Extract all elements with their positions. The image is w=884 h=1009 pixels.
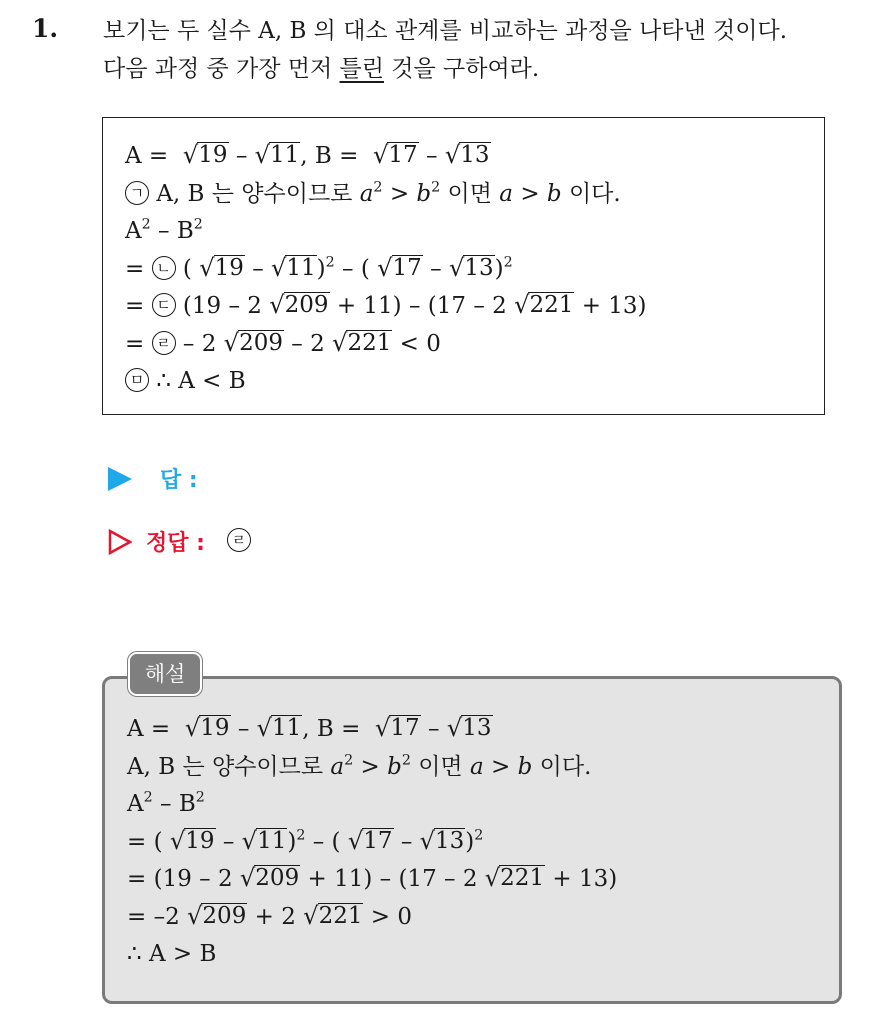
radical-sign: √ (223, 328, 240, 357)
answer-label: 답 : (160, 468, 198, 493)
step-marker: ㄴ (152, 256, 176, 280)
sqrt (445, 142, 491, 167)
exp: 2 (344, 752, 354, 769)
text: + 11) – (17 – 2 (336, 293, 507, 319)
text: ) (316, 255, 326, 282)
given-box (102, 117, 825, 415)
radical-sign: √ (241, 826, 258, 855)
text: (19 – 2 (153, 866, 233, 892)
radical-sign: √ (303, 901, 319, 930)
given-row-7 (125, 363, 647, 401)
given-row-6 (125, 326, 647, 364)
text: + 11) – (17 – 2 (307, 866, 478, 892)
step-marker: ㄷ (152, 293, 176, 317)
text: = –2 (127, 903, 180, 930)
given-row-3 (125, 213, 647, 251)
radical-sign: √ (514, 291, 530, 319)
text: – (342, 255, 354, 282)
question-line-2-start: 다음 과정 중 가장 먼저 (103, 56, 340, 82)
question-line-2-end: 것을 구하여라. (383, 56, 540, 82)
text: ∴ A > B (127, 941, 217, 967)
sqrt (377, 255, 423, 280)
text: – (158, 218, 170, 244)
text: 이다. (539, 753, 592, 780)
sqrt (240, 865, 300, 890)
radicand: 19 (185, 827, 215, 854)
radical-sign: √ (347, 826, 364, 855)
text: = (125, 255, 145, 282)
var: a (330, 753, 345, 780)
text: ) (287, 828, 297, 855)
sqrt (303, 903, 363, 928)
sqrt (373, 142, 419, 167)
text: > (520, 180, 540, 207)
text: ( (182, 255, 192, 282)
var: a (469, 753, 484, 780)
sqrt (447, 715, 493, 740)
radicand: 221 (347, 329, 392, 356)
given-row-4 (125, 251, 647, 289)
expl-row-2 (127, 749, 617, 787)
radical-sign: √ (182, 141, 199, 169)
text: – (400, 828, 413, 855)
exp: 2 (401, 752, 411, 769)
expl-row-5 (127, 861, 617, 899)
radicand: 11 (270, 142, 300, 169)
text: > (360, 753, 380, 780)
expl-row-6 (127, 899, 617, 937)
radical-sign: √ (377, 253, 393, 282)
text: > (389, 180, 410, 207)
var: a (499, 180, 513, 207)
text: 이다. (568, 180, 621, 207)
question-number: 1. (32, 14, 59, 43)
text: – (430, 255, 442, 282)
text: A (125, 218, 142, 244)
radical-sign: √ (187, 901, 203, 930)
sqrt (187, 903, 247, 928)
sqrt (242, 828, 288, 853)
answer-line (108, 463, 198, 494)
text: – 2 (182, 330, 217, 357)
text: – ( (312, 828, 341, 855)
text: A = (127, 716, 171, 742)
triangle-icon (108, 467, 132, 491)
explanation-math (127, 711, 617, 974)
text: A (127, 791, 144, 817)
correct-answer-label: 정답 : (146, 531, 205, 556)
given-row-2 (125, 176, 647, 214)
sqrt (183, 142, 229, 167)
step-marker: ㄹ (152, 331, 176, 355)
radical-sign: √ (239, 864, 256, 892)
text: ) (494, 255, 504, 282)
text: + 13) (581, 293, 647, 319)
text: < 0 (399, 330, 441, 357)
radical-sign: √ (271, 253, 287, 282)
radical-sign: √ (446, 714, 463, 742)
text: – (235, 143, 248, 169)
text: – (428, 716, 440, 742)
radicand: 13 (462, 715, 492, 742)
expl-row-7 (127, 936, 617, 974)
text: , B = (302, 716, 361, 742)
radical-sign: √ (269, 291, 285, 319)
exp: 2 (503, 254, 513, 271)
radical-sign: √ (484, 864, 501, 892)
var: a (359, 180, 374, 207)
underlined-word: 틀린 (339, 56, 384, 82)
step-marker: ㄱ (125, 181, 149, 205)
text: ∴ A < B (156, 368, 246, 394)
question-line-1: 보기는 두 실수 A, B 의 대소 관계를 비교하는 과정을 나타낸 것이다. (103, 18, 788, 44)
sqrt (420, 828, 466, 853)
radicand: 13 (460, 142, 490, 169)
radical-sign: √ (444, 141, 461, 169)
question-text (103, 12, 873, 88)
sqrt (224, 330, 284, 355)
text: – (252, 255, 264, 282)
sqrt (199, 255, 245, 280)
text: ( (360, 255, 370, 282)
sqrt (185, 715, 231, 740)
sqrt (485, 865, 545, 890)
exp: 2 (143, 789, 153, 806)
text: (19 – 2 (182, 293, 262, 319)
text: = (125, 330, 145, 357)
radical-sign: √ (419, 826, 436, 855)
var: b (546, 180, 562, 207)
text: B (176, 218, 194, 244)
sqrt (269, 292, 329, 317)
radicand: 19 (214, 254, 244, 281)
radical-sign: √ (332, 328, 348, 357)
expl-row-1 (127, 711, 617, 749)
exp: 2 (193, 216, 203, 233)
text: – 2 (291, 330, 325, 357)
text: A, B 는 양수이므로 (156, 180, 353, 207)
radicand: 221 (318, 902, 363, 929)
radicand: 17 (390, 715, 420, 742)
radicand: 11 (272, 715, 302, 742)
radicand: 209 (284, 292, 329, 319)
text: ) (465, 828, 475, 855)
sqrt (332, 330, 392, 355)
sqrt (348, 828, 394, 853)
text: A = (125, 143, 169, 169)
exp: 2 (474, 827, 484, 844)
sqrt (449, 255, 495, 280)
text: 이면 (447, 180, 492, 207)
sqrt (255, 142, 301, 167)
given-math (125, 138, 647, 401)
explanation-box (102, 676, 842, 1004)
radicand: 209 (239, 329, 283, 356)
var: b (387, 753, 402, 780)
radical-sign: √ (373, 141, 389, 169)
explanation-tab: 해설 (128, 652, 202, 696)
text: + 13) (552, 866, 618, 892)
correct-answer-value (227, 529, 251, 554)
triangle-outline-icon (108, 529, 132, 555)
radical-sign: √ (256, 714, 273, 742)
radicand: 221 (500, 865, 545, 892)
radical-sign: √ (254, 141, 271, 169)
exp: 2 (296, 827, 306, 844)
radicand: 11 (257, 827, 287, 854)
expl-row-3 (127, 786, 617, 824)
radicand: 11 (286, 254, 316, 281)
given-row-1 (125, 138, 647, 176)
radicand: 209 (202, 902, 247, 929)
text: 이면 (418, 753, 463, 780)
sqrt (514, 292, 574, 317)
text: – (160, 791, 172, 817)
exp: 2 (141, 216, 151, 233)
radical-sign: √ (169, 826, 186, 855)
var: b (517, 753, 533, 780)
sqrt (375, 715, 421, 740)
sqrt (170, 828, 216, 853)
text: – (426, 143, 438, 169)
radical-sign: √ (375, 714, 391, 742)
text: = (127, 866, 147, 892)
exp: 2 (431, 179, 441, 196)
question-line-2 (103, 50, 873, 88)
radicand: 209 (255, 865, 300, 892)
var: b (416, 180, 432, 207)
radical-sign: √ (199, 253, 215, 282)
radicand: 221 (529, 292, 574, 319)
text: > (491, 753, 511, 780)
exp: 2 (195, 789, 205, 806)
radical-sign: √ (448, 253, 465, 282)
text: , B = (300, 143, 359, 169)
text: – (237, 716, 250, 742)
text: = ( (127, 828, 163, 855)
given-row-5 (125, 288, 647, 326)
radicand: 17 (388, 142, 418, 169)
radicand: 19 (200, 715, 230, 742)
radical-sign: √ (184, 714, 201, 742)
correct-answer-line (108, 526, 251, 557)
radicand: 19 (198, 142, 228, 169)
text: – (222, 828, 235, 855)
text: + 2 (254, 903, 296, 930)
radicand: 17 (392, 254, 422, 281)
text: B (178, 791, 196, 817)
exp: 2 (373, 179, 383, 196)
text: A, B 는 양수이므로 (127, 753, 324, 780)
radicand: 13 (435, 827, 465, 854)
radicand: 17 (363, 827, 393, 854)
sqrt (271, 255, 317, 280)
exp: 2 (325, 254, 335, 271)
text: > 0 (370, 903, 412, 930)
step-marker: ㄹ (227, 528, 251, 552)
expl-row-4 (127, 824, 617, 862)
sqrt (257, 715, 303, 740)
radicand: 13 (464, 254, 494, 281)
text: = (125, 293, 145, 319)
step-marker: ㅁ (125, 368, 149, 392)
